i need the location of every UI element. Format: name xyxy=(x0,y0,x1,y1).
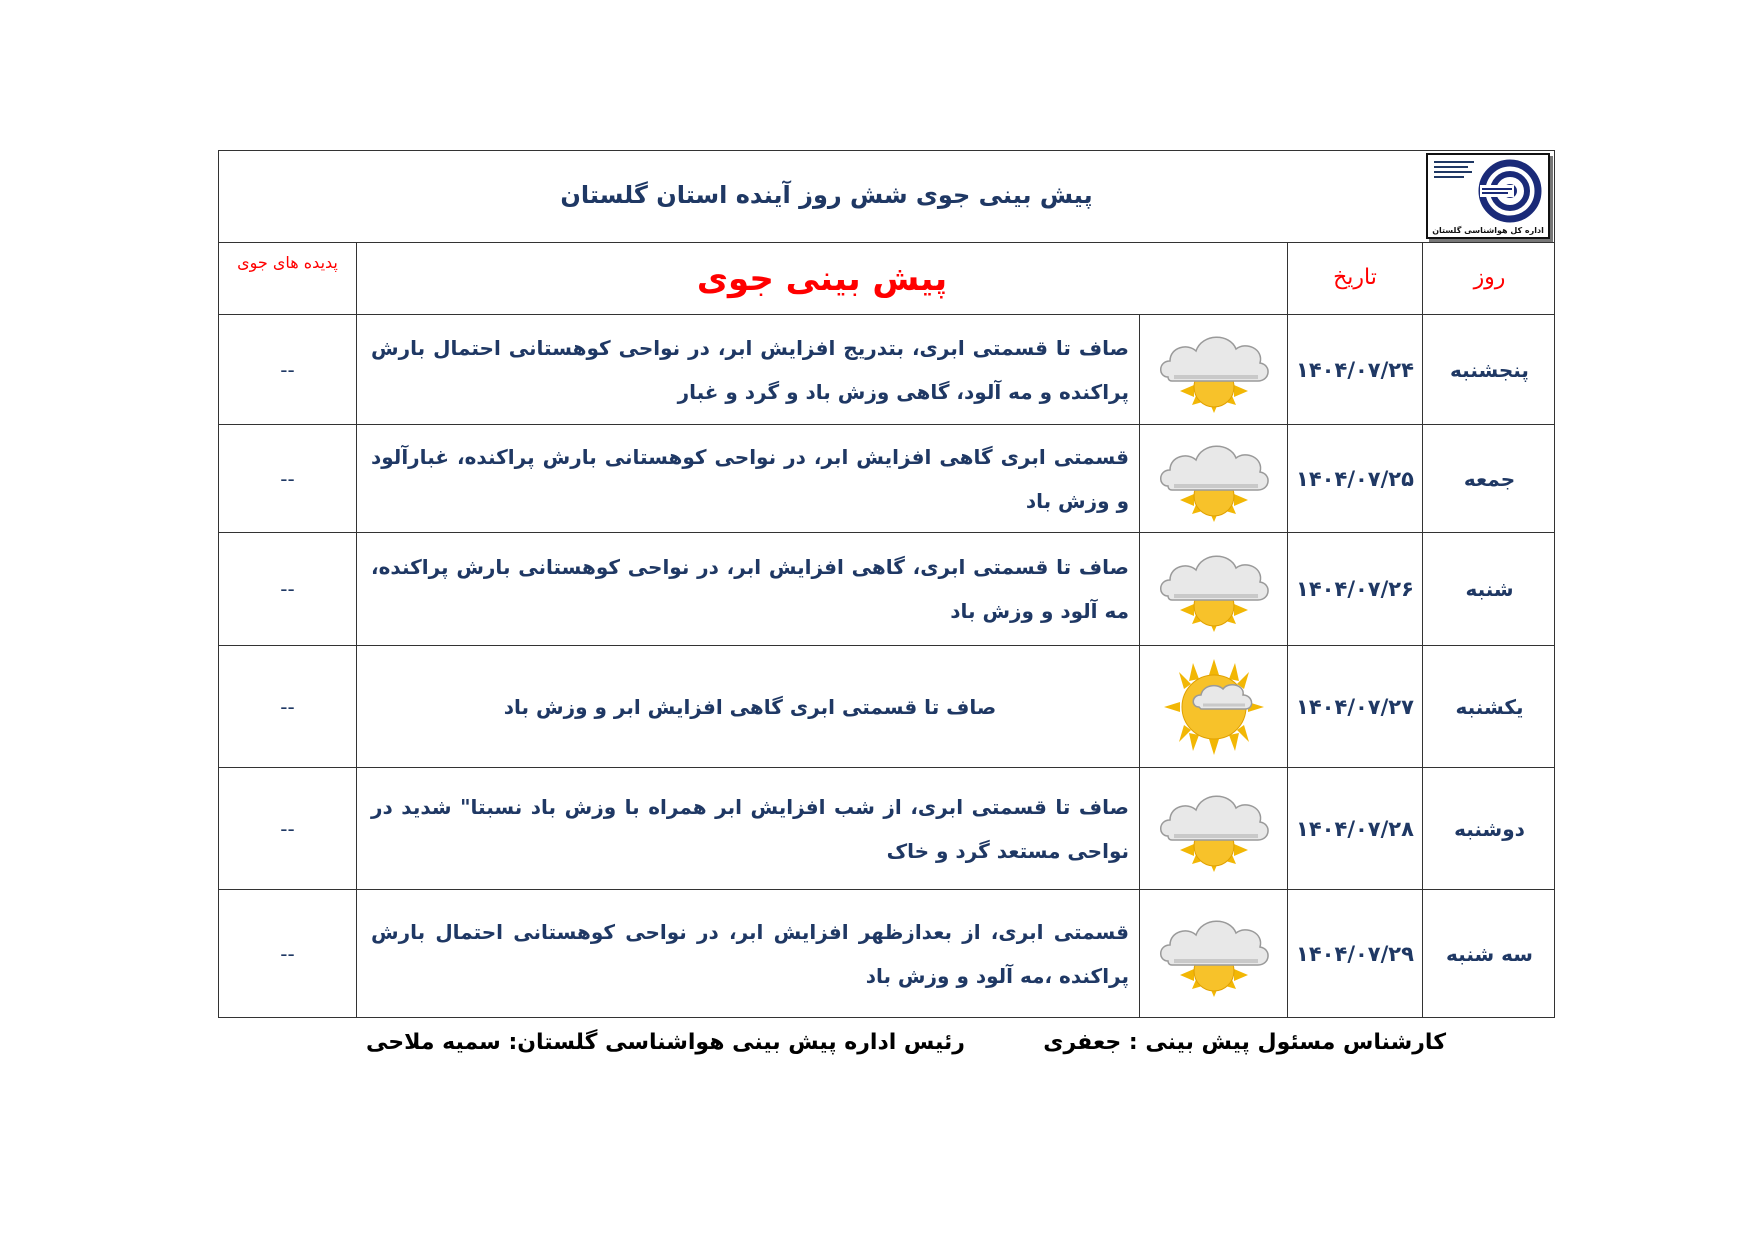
header-hazards: پدیده های جوی xyxy=(219,243,357,314)
table-row xyxy=(219,646,1554,768)
forecast-text: صاف تا قسمتی ابری، از شب افزایش ابر همراه با وزش باد نسبتا" شدید در نواحی مستعد گرد و خاک xyxy=(371,794,1129,863)
date-cell xyxy=(1288,646,1423,767)
forecast-text: قسمتی ابری، از بعدازظهر افزایش ابر، در نواحی کوهستانی احتمال بارش پراکنده ،مه آلود و وزش باد xyxy=(371,919,1129,988)
forecast-text-cell xyxy=(357,425,1140,532)
forecast-text-cell xyxy=(357,890,1140,1017)
table-row xyxy=(219,315,1554,425)
date-cell xyxy=(1288,315,1423,424)
forecast-text: قسمتی ابری گاهی افزایش ابر، در نواحی کوهستانی بارش پراکنده، غبارآلود و وزش باد xyxy=(371,444,1129,513)
footer-expert: کارشناس مسئول پیش بینی : جعفری xyxy=(1043,1030,1446,1055)
forecast-text-cell xyxy=(357,533,1140,645)
table-header-row xyxy=(219,243,1554,315)
day-cell xyxy=(1423,890,1556,1017)
hazard-cell xyxy=(219,646,357,767)
forecast-text-cell xyxy=(357,768,1140,889)
cloud-over-sun-icon xyxy=(1154,784,1274,874)
forecast-text: صاف تا قسمتی ابری گاهی افزایش ابر و وزش باد xyxy=(503,694,997,719)
header-forecast: پیش بینی جوی xyxy=(357,243,1288,314)
hazard-cell xyxy=(219,315,357,424)
cloud-over-sun-icon xyxy=(1154,434,1274,524)
weather-icon-cell xyxy=(1140,890,1288,1017)
day-cell xyxy=(1423,533,1556,645)
hazard-cell xyxy=(219,890,357,1017)
hazard-value: -- xyxy=(280,941,295,966)
sun-small-cloud-icon xyxy=(1159,657,1269,757)
cloud-over-sun-icon xyxy=(1154,909,1274,999)
hazard-value: -- xyxy=(280,577,295,601)
weather-icon-cell xyxy=(1140,315,1288,424)
cloud-over-sun-icon xyxy=(1154,325,1274,415)
hazard-value: -- xyxy=(280,357,295,382)
day-value: پنجشنبه xyxy=(1450,357,1529,382)
hazard-value: -- xyxy=(280,694,295,719)
page-title: پیش بینی جوی شش روز آینده استان گلستان xyxy=(560,181,1093,209)
hazard-value: -- xyxy=(280,816,295,841)
day-value: شنبه xyxy=(1465,577,1514,601)
day-value: دوشنبه xyxy=(1454,816,1525,841)
hazard-value: -- xyxy=(280,466,295,491)
date-cell xyxy=(1288,890,1423,1017)
forecast-text: صاف تا قسمتی ابری، بتدریج افزایش ابر، در نواحی کوهستانی احتمال بارش پراکنده و مه آلود، گاهی وزش باد و گرد و غبار xyxy=(371,335,1129,404)
weather-icon-cell xyxy=(1140,533,1288,645)
day-value: یکشنبه xyxy=(1455,694,1524,719)
date-value: ۱۴۰۴/۰۷/۲۵ xyxy=(1296,466,1414,491)
hazard-cell xyxy=(219,425,357,532)
table-row xyxy=(219,533,1554,646)
date-value: ۱۴۰۴/۰۷/۲۴ xyxy=(1296,357,1414,382)
header-day: روز xyxy=(1473,265,1506,290)
date-cell xyxy=(1288,768,1423,889)
table-row xyxy=(219,425,1554,533)
meteorological-organization-logo xyxy=(1426,153,1550,239)
table-row xyxy=(219,890,1554,1017)
day-cell xyxy=(1423,425,1556,532)
date-value: ۱۴۰۴/۰۷/۲۷ xyxy=(1296,694,1414,719)
day-value: جمعه xyxy=(1463,466,1516,491)
day-cell xyxy=(1423,768,1556,889)
cloud-over-sun-icon xyxy=(1154,544,1274,634)
hazard-cell xyxy=(219,533,357,645)
table-row xyxy=(219,768,1554,890)
hazard-cell xyxy=(219,768,357,889)
day-cell xyxy=(1423,315,1556,424)
title-row xyxy=(219,151,1554,243)
forecast-text-cell xyxy=(357,646,1140,767)
weather-icon-cell xyxy=(1140,425,1288,532)
weather-icon-cell xyxy=(1140,768,1288,889)
day-cell xyxy=(1423,646,1556,767)
logo-caption: اداره کل هواشناسی گلستان xyxy=(1432,226,1544,235)
forecast-text-cell xyxy=(357,315,1140,424)
date-cell xyxy=(1288,533,1423,645)
forecast-sheet xyxy=(218,150,1555,1018)
day-value: سه شنبه xyxy=(1446,941,1533,966)
date-value: ۱۴۰۴/۰۷/۲۶ xyxy=(1296,577,1414,601)
weather-icon-cell xyxy=(1140,646,1288,767)
header-date: تاریخ xyxy=(1288,243,1423,314)
logo-icon xyxy=(1428,155,1548,227)
forecast-text: صاف تا قسمتی ابری، گاهی افزایش ابر، در نواحی کوهستانی بارش پراکنده، مه آلود و وزش باد xyxy=(371,555,1129,623)
date-cell xyxy=(1288,425,1423,532)
date-value: ۱۴۰۴/۰۷/۲۸ xyxy=(1296,816,1414,841)
footer-head: رئیس اداره پیش بینی هواشناسی گلستان: سمیه ملاحی xyxy=(366,1030,965,1055)
date-value: ۱۴۰۴/۰۷/۲۹ xyxy=(1296,941,1414,966)
